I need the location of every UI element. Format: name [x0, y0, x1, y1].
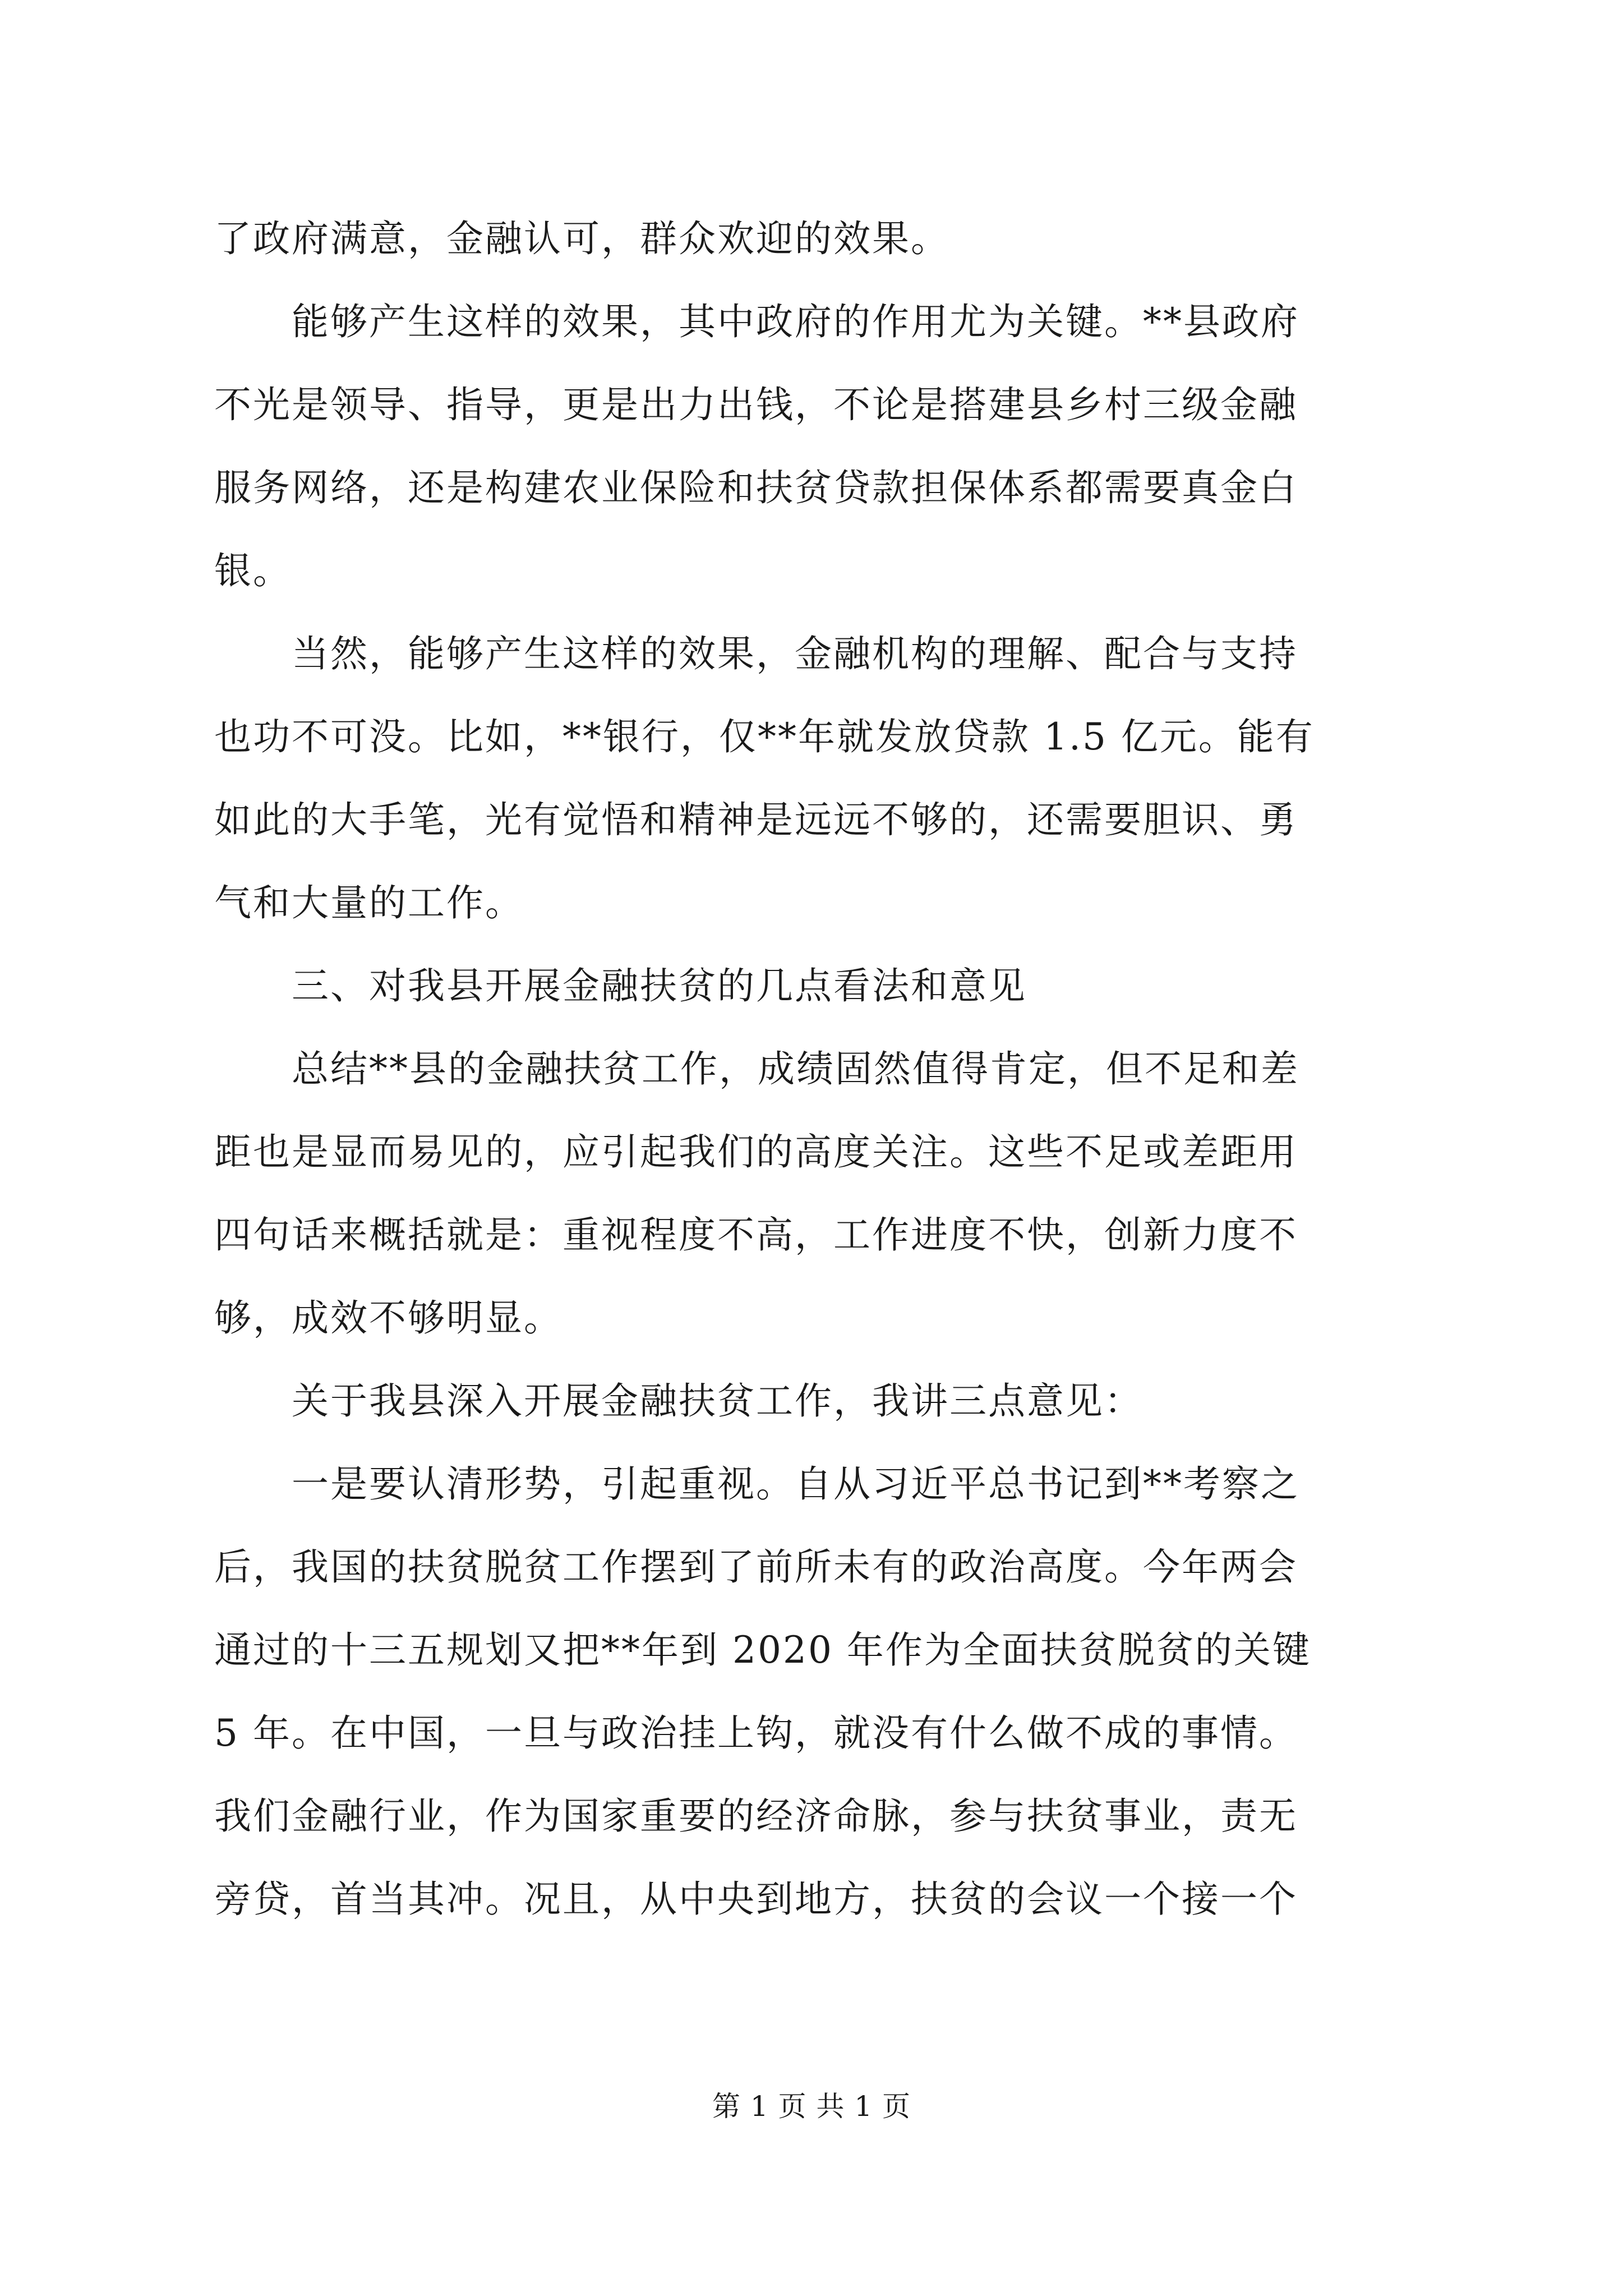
text-line: 总结**县的金融扶贫工作，成绩固然值得肯定，但不足和差: [214, 1047, 1299, 1091]
text-line: 距也是显而易见的，应引起我们的高度关注。这些不足或差距用: [214, 1130, 1298, 1174]
text-line: 通过的十三五规划又把**年到 2020 年作为全面扶贫脱贫的关键: [214, 1628, 1311, 1672]
text-line: 银。: [214, 549, 292, 592]
section-heading: 三、对我县开展金融扶贫的几点看法和意见: [214, 964, 1027, 1007]
text-line: 我们金融行业，作为国家重要的经济命脉，参与扶贫事业，责无: [214, 1795, 1298, 1838]
text-line: 够，成效不够明显。: [214, 1296, 562, 1340]
text-line: 5 年。在中国，一旦与政治挂上钩，就没有什么做不成的事情。: [214, 1711, 1298, 1755]
text-line: 关于我县深入开展金融扶贫工作，我讲三点意见：: [214, 1379, 1143, 1423]
text-line: 服务网络，还是构建农业保险和扶贫贷款担保体系都需要真金白: [214, 466, 1298, 509]
text-line: 后，我国的扶贫脱贫工作摆到了前所未有的政治高度。今年两会: [214, 1545, 1298, 1589]
text-line: 一是要认清形势，引起重视。自从习近平总书记到**考察之: [214, 1462, 1299, 1506]
text-line: 如此的大手笔，光有觉悟和精神是远远不够的，还需要胆识、勇: [214, 798, 1298, 841]
text-line: 当然，能够产生这样的效果，金融机构的理解、配合与支持: [214, 632, 1298, 675]
text-line: 能够产生这样的效果，其中政府的作用尤为关键。**县政府: [214, 300, 1299, 343]
text-line: 也功不可没。比如，**银行，仅**年就发放贷款 1.5 亿元。能有: [214, 715, 1315, 758]
page-number-footer: 第 1 页 共 1 页: [712, 2090, 911, 2123]
text-line: 不光是领导、指导，更是出力出钱，不论是搭建县乡村三级金融: [214, 383, 1298, 426]
document-body: [214, 197, 1419, 1941]
text-line: 了政府满意，金融认可，群众欢迎的效果。: [214, 217, 949, 260]
text-line: 四句话来概括就是：重视程度不高，工作进度不快，创新力度不: [214, 1213, 1298, 1257]
text-line: 旁贷，首当其冲。况且，从中央到地方，扶贫的会议一个接一个: [214, 1878, 1298, 1921]
text-line: 气和大量的工作。: [214, 881, 524, 924]
